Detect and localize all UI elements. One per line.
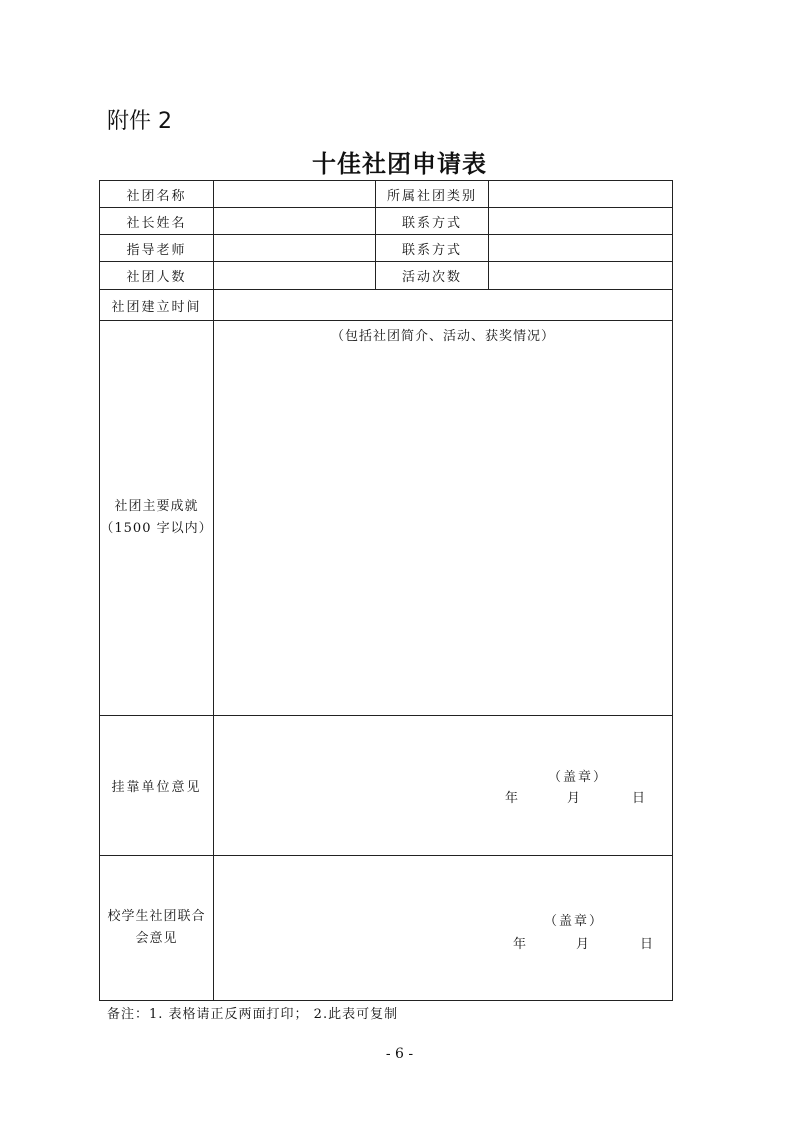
host-unit-month: 月 — [567, 791, 581, 806]
president-contact-label: 联系方式 — [376, 208, 489, 235]
advisor-contact-field[interactable] — [489, 235, 673, 262]
advisor-field[interactable] — [214, 235, 376, 262]
host-unit-day: 日 — [632, 791, 646, 806]
advisor-label: 指导老师 — [100, 235, 214, 262]
federation-year: 年 — [513, 937, 527, 952]
federation-label-line2: 会意见 — [135, 931, 178, 946]
achievements-label-line1: 社团主要成就 — [114, 499, 199, 514]
federation-seal: （盖章） — [544, 914, 605, 929]
federation-opinion-label — [100, 856, 214, 1001]
advisor-contact-label: 联系方式 — [376, 235, 489, 262]
club-category-label: 所属社团类别 — [376, 181, 489, 208]
attachment-label: 附件 2 — [107, 109, 172, 134]
application-form-table — [99, 180, 673, 1001]
achievements-field[interactable] — [214, 321, 673, 716]
achievements-label-line2: （1500 字以内） — [100, 521, 213, 536]
row-founded — [100, 290, 673, 321]
activity-count-field[interactable] — [489, 262, 673, 290]
row-members — [100, 262, 673, 290]
form-title: 十佳社团申请表 — [312, 150, 487, 178]
host-unit-seal: （盖章） — [548, 770, 609, 785]
host-unit-opinion-label: 挂靠单位意见 — [100, 716, 214, 856]
host-unit-opinion-field[interactable] — [214, 716, 673, 856]
president-name-label: 社长姓名 — [100, 208, 214, 235]
achievements-hint: （包括社团简介、活动、获奖情况） — [330, 329, 555, 344]
federation-month: 月 — [576, 937, 590, 952]
club-category-field[interactable] — [489, 181, 673, 208]
row-federation-opinion — [100, 856, 673, 1001]
row-advisor — [100, 235, 673, 262]
row-president — [100, 208, 673, 235]
founded-label: 社团建立时间 — [100, 290, 214, 321]
club-name-field[interactable] — [214, 181, 376, 208]
page-number: - 6 - — [385, 1046, 414, 1062]
club-name-label: 社团名称 — [100, 181, 214, 208]
federation-label-line1: 校学生社团联合 — [107, 909, 206, 924]
member-count-label: 社团人数 — [100, 262, 214, 290]
row-host-unit-opinion — [100, 716, 673, 856]
member-count-field[interactable] — [214, 262, 376, 290]
founded-field[interactable] — [214, 290, 673, 321]
row-achievements — [100, 321, 673, 716]
president-contact-field[interactable] — [489, 208, 673, 235]
footnote: 备注：1. 表格请正反两面打印； 2.此表可复制 — [107, 1007, 399, 1022]
federation-day: 日 — [640, 937, 654, 952]
president-name-field[interactable] — [214, 208, 376, 235]
achievements-label — [100, 321, 214, 716]
row-club-name — [100, 181, 673, 208]
activity-count-label: 活动次数 — [376, 262, 489, 290]
host-unit-year: 年 — [505, 791, 519, 806]
federation-opinion-field[interactable] — [214, 856, 673, 1001]
